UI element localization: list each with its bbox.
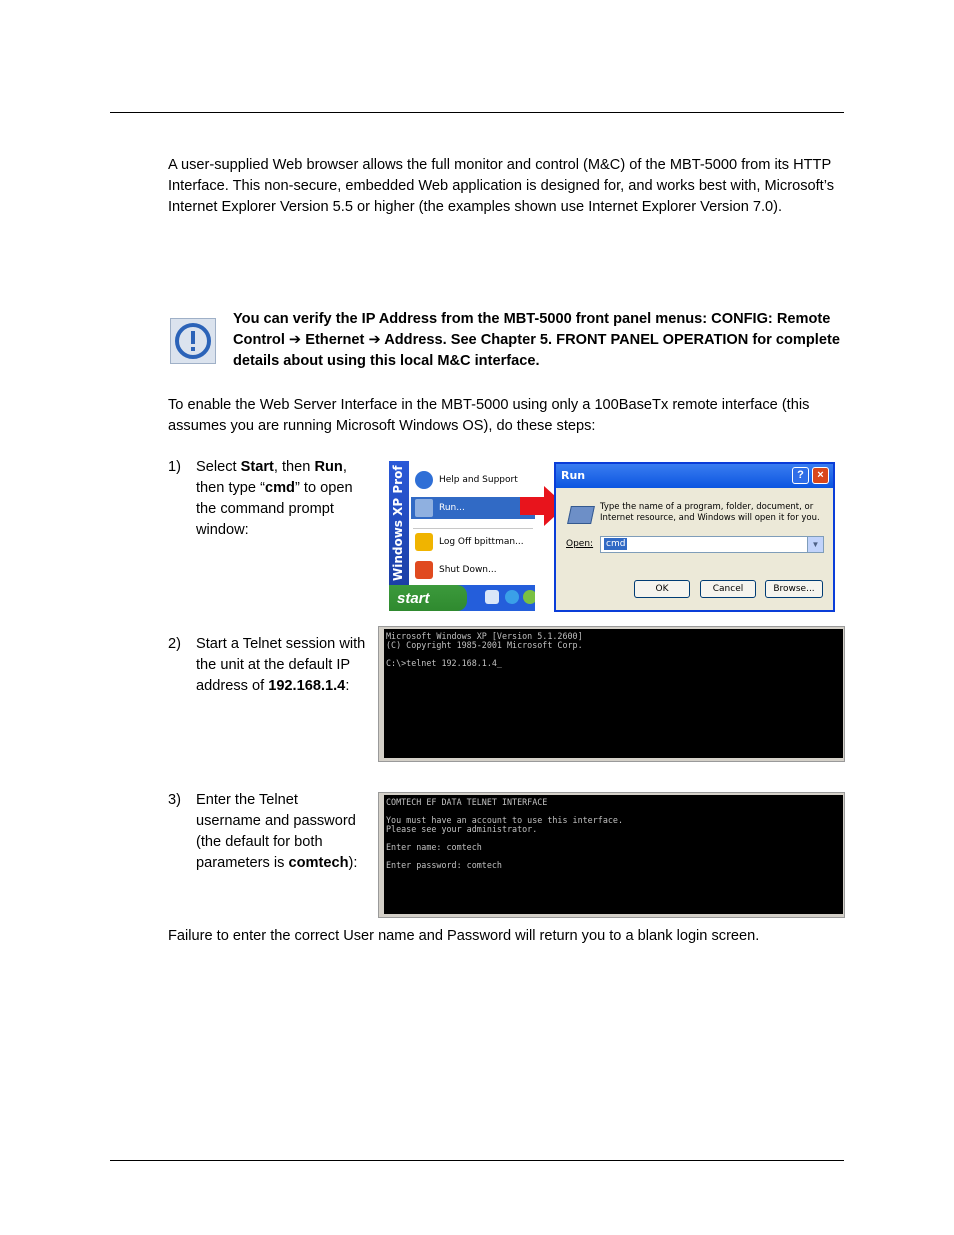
step-1-text: Select Start, then Run, then type “cmd” to open the command prompt window: xyxy=(196,459,353,538)
step-2-number: 2) xyxy=(168,636,181,652)
chevron-down-icon[interactable]: ▼ xyxy=(807,537,823,552)
menu-item-help[interactable] xyxy=(411,469,535,491)
menu-item-label: Help and Support xyxy=(439,475,518,485)
browse-button[interactable]: Browse... xyxy=(765,580,823,598)
step-1-number: 1) xyxy=(168,459,181,475)
footer-rule xyxy=(110,1160,844,1161)
run-icon xyxy=(415,499,433,517)
note-text: You can verify the IP Address from the MBT-5000 front panel menus: CONFIG: Remote Control ➔ Ethernet ➔ Address. See Chapter 5. FRONT PANEL OPERATION for complete details about using this local M&C interface. xyxy=(233,311,840,369)
run-description: Type the name of a program, folder, document, or Internet resource, and Windows will open it for you. xyxy=(600,502,820,523)
cancel-button[interactable]: Cancel xyxy=(700,580,756,598)
menu-item-run[interactable] xyxy=(411,497,535,519)
power-icon xyxy=(415,561,433,579)
failure-paragraph: Failure to enter the correct User name and Password will return you to a blank login screen. xyxy=(168,928,760,944)
run-program-icon xyxy=(567,506,595,524)
help-title-button[interactable]: ? xyxy=(792,467,809,484)
menu-item-label: Log Off bpittman... xyxy=(439,537,524,547)
console-1: Microsoft Windows XP [Version 5.1.2600] (C) Copyright 1985-2001 Microsoft Corp. C:\>telnet 192.168.1.4_ xyxy=(384,629,843,758)
run-dialog xyxy=(554,462,835,612)
menu-item-label: Shut Down... xyxy=(439,565,497,575)
taskbar xyxy=(389,585,535,611)
start-label: start xyxy=(397,589,430,607)
header-rule xyxy=(110,112,844,113)
enable-paragraph: To enable the Web Server Interface in the MBT-5000 using only a 100BaseTx remote interface (this assumes you are running Microsoft Windows OS), do these steps: xyxy=(168,397,810,434)
start-menu-band-label: Windows XP Prof xyxy=(391,465,405,581)
start-menu-screenshot xyxy=(389,461,535,611)
menu-item-shutdown[interactable] xyxy=(411,559,535,581)
console-2: COMTECH EF DATA TELNET INTERFACE You must have an account to use this interface. Please see your administrator. Enter name: comtech Enter password: comtech xyxy=(384,795,843,914)
browser-icon[interactable] xyxy=(505,590,519,604)
info-icon xyxy=(170,318,216,364)
desktop-icon[interactable] xyxy=(485,590,499,604)
help-icon xyxy=(415,471,433,489)
step-3-text: Enter the Telnet username and password (the default for both parameters is comtech): xyxy=(196,792,358,871)
ok-button[interactable]: OK xyxy=(634,580,690,598)
open-value: cmd xyxy=(606,539,626,549)
menu-item-logoff[interactable] xyxy=(411,531,535,553)
start-button[interactable] xyxy=(389,585,467,611)
step-3-number: 3) xyxy=(168,792,181,808)
key-icon xyxy=(415,533,433,551)
close-icon[interactable]: × xyxy=(812,467,829,484)
open-input[interactable] xyxy=(600,536,824,553)
menu-separator xyxy=(413,528,533,529)
step-2-text: Start a Telnet session with the unit at the default IP address of 192.168.1.4: xyxy=(196,636,366,694)
start-menu-band xyxy=(389,461,409,585)
intro-paragraph: A user-supplied Web browser allows the full monitor and control (M&C) of the MBT-5000 from its HTTP Interface. This non-secure, embedded Web application is designed for, and works best with, Microsoft’s Internet Explorer Version 5.5 or higher (the examples shown use Internet Explorer Version 7.0). xyxy=(168,157,834,215)
menu-item-label: Run... xyxy=(439,503,465,513)
media-icon[interactable] xyxy=(523,590,535,604)
open-label: Open: xyxy=(566,539,594,549)
run-title-label: Run xyxy=(561,469,586,482)
